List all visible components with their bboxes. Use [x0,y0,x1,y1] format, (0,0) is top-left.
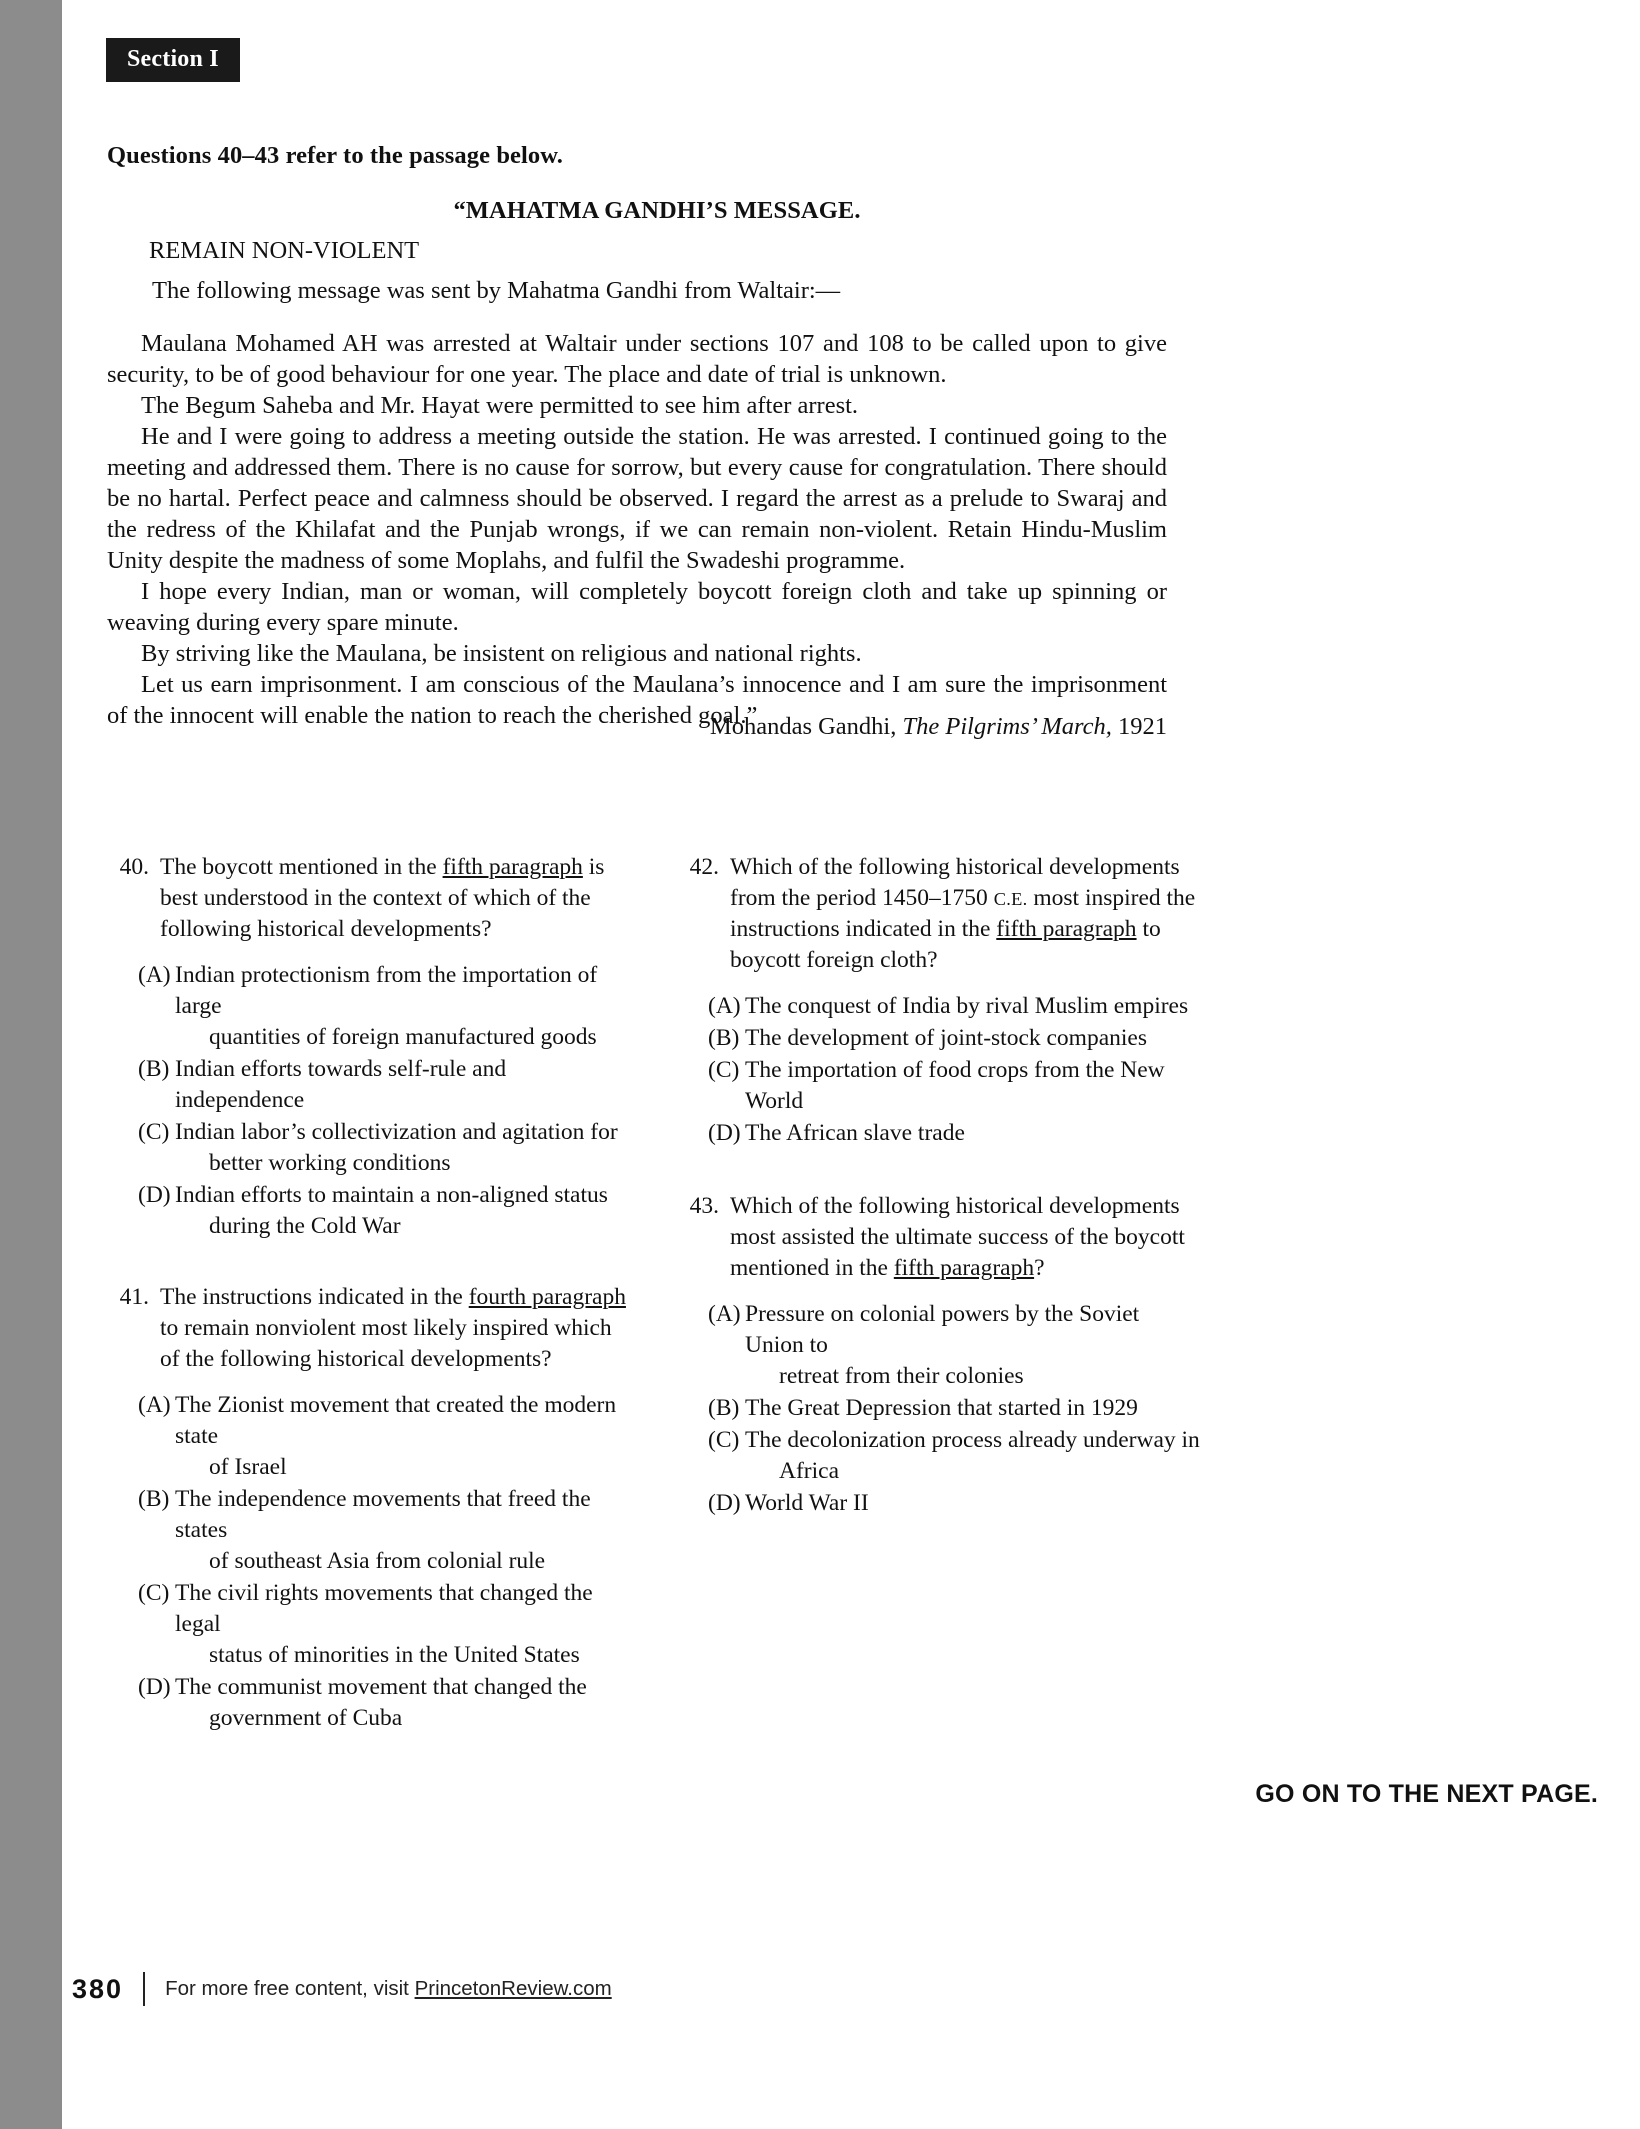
choice-letter: (C) [138,1119,170,1146]
stem-segment: Which of the following historical developments most assisted the ultimate success of the boycott mentioned in the [730,1193,1185,1282]
footer-promo [165,1977,612,2001]
choice-letter: (A) [138,962,171,989]
answer-choice[interactable] [682,1425,1202,1487]
answer-choices [682,1299,1202,1519]
choice-letter: (A) [708,993,741,1020]
choice-line-cont: retreat from their colonies [779,1363,1024,1390]
choice-text [741,1425,1202,1487]
choice-line: The civil rights movements that changed the legal [175,1580,593,1638]
choice-line-cont: quantities of foreign manufactured goods [209,1024,597,1051]
question-number: 42. [689,854,719,880]
answer-choice[interactable] [682,1023,1202,1054]
choice-line-cont: of southeast Asia from colonial rule [209,1548,546,1575]
answer-choice[interactable] [682,1488,1202,1519]
choice-text [741,1488,1202,1519]
question-text [730,1191,1202,1284]
question-42 [682,852,1202,1149]
paragraph-reference-link[interactable]: fifth paragraph [442,854,583,880]
attribution-year: 1921 [1111,713,1167,740]
footer-divider [143,1972,145,2006]
attribution-work-title: The Pilgrims’ March, [902,713,1112,740]
choice-line: The conquest of India by rival Muslim empires [745,993,1189,1020]
question-stem [682,1191,1202,1284]
choice-letter: (C) [708,1427,740,1454]
choice-text [171,1390,632,1483]
choice-letter: (A) [708,1301,741,1328]
passage-paragraph: Maulana Mohamed AH was arrested at Waltair under sections 107 and 108 to be called upon to give security, to be of good behaviour for one year. The place and date of trial is unknown. [107,329,1167,388]
question-number: 43. [689,1193,719,1220]
choice-text [171,1672,632,1734]
choice-line-cont: during the Cold War [209,1213,401,1240]
question-stem [682,852,1202,976]
passage-paragraph: I hope every Indian, man or woman, will completely boycott foreign cloth and take up spinning or weaving during every spare minute. [107,577,1167,636]
answer-choice[interactable] [112,960,632,1053]
answer-choice[interactable] [682,1118,1202,1149]
passage-lead: The following message was sent by Mahatma Gandhi from Waltair:— [152,276,841,304]
answer-choices [112,960,632,1242]
choice-text [741,1118,1202,1149]
choice-line-cont: of Israel [209,1454,287,1481]
question-40 [112,852,632,1242]
answer-choice[interactable] [112,1390,632,1483]
answer-choice[interactable] [682,991,1202,1022]
answer-choice[interactable] [112,1578,632,1671]
choice-line: The Zionist movement that created the modern state [175,1392,617,1450]
stem-segment: The boycott mentioned in the [160,854,443,880]
choice-line: Indian efforts to maintain a non-aligned status [175,1182,608,1209]
choice-letter: (D) [708,1490,741,1517]
choice-line: The communist movement that changed the [175,1674,587,1701]
choice-line: Pressure on colonial powers by the Soviet Union to [745,1301,1140,1359]
choice-text [741,1023,1202,1054]
choice-text [741,1393,1202,1424]
passage-attribution [107,713,1167,741]
princeton-review-link[interactable]: PrincetonReview.com [414,1977,612,2000]
choice-line: The Great Depression that started in 1929 [745,1395,1138,1422]
choice-text [171,960,632,1053]
choice-line: The independence movements that freed the states [175,1486,591,1544]
page-content [62,0,1640,2129]
answer-choice[interactable] [682,1055,1202,1117]
stem-segment: is best understood in the context of which of the following historical developments? [160,854,605,943]
paragraph-reference-link[interactable]: fifth paragraph [996,916,1137,943]
passage-paragraph: Let us earn imprisonment. I am conscious of the Maulana’s innocence and I am sure the imprisonment of the innocent will enable the nation to reach the cherished goal.” [107,670,1167,729]
question-43 [682,1191,1202,1519]
answer-choices [682,991,1202,1149]
choice-letter: (C) [708,1057,740,1084]
passage-title: “MAHATMA GANDHI’S MESSAGE. [453,197,861,224]
answer-choice[interactable] [112,1180,632,1242]
answer-choice[interactable] [112,1484,632,1577]
choice-letter: (C) [138,1580,170,1607]
paragraph-reference-link[interactable]: fourth paragraph [468,1284,626,1311]
choice-line: Indian protectionism from the importation of large [175,962,598,1020]
questions-column-left [112,852,632,1760]
passage-paragraph: By striving like the Maulana, be insistent on religious and national rights. [141,639,862,667]
answer-choice[interactable] [682,1393,1202,1424]
choice-text [741,991,1202,1022]
choice-letter: (D) [138,1182,171,1209]
choice-line: The importation of food crops from the New World [745,1057,1165,1115]
choice-text [741,1299,1202,1392]
stem-segment: The instructions indicated in the [160,1284,469,1311]
choice-line-cont: status of minorities in the United States [209,1642,580,1669]
choice-letter: (D) [138,1674,171,1701]
question-text [160,1282,632,1375]
stem-segment: to remain nonviolent most likely inspired which of the following historical developments? [160,1315,612,1373]
era-abbreviation: C.E. [993,889,1028,910]
passage-block [107,196,1167,732]
choice-text [171,1117,632,1179]
footer-promo-text: For more free content, visit [165,1977,415,2000]
question-stem [112,1282,632,1375]
choice-line-cont: better working conditions [209,1150,451,1177]
stem-segment: to boycott foreign cloth? [730,916,1161,974]
answer-choice[interactable] [682,1299,1202,1392]
question-41 [112,1282,632,1734]
choice-text [171,1578,632,1671]
answer-choice[interactable] [112,1117,632,1179]
question-number: 40. [119,854,149,880]
choice-line: The African slave trade [745,1120,965,1147]
stem-segment: Which of the following historical developments from the period 1450–1750 [730,854,1180,912]
choice-letter: (B) [138,1486,170,1513]
questions-range-heading: Questions 40–43 refer to the passage below. [107,142,563,169]
choice-line: Indian efforts towards self-rule and independence [175,1056,507,1114]
choice-letter: (B) [708,1025,740,1052]
stem-segment: most inspired the instructions indicated in the [730,885,1196,943]
question-text [730,852,1202,976]
choice-line: Indian labor’s collectivization and agitation for [175,1119,618,1146]
answer-choice[interactable] [112,1672,632,1734]
attribution-author: Mohandas Gandhi, [709,713,903,740]
stem-segment: ? [1034,1255,1045,1282]
choice-letter: (D) [708,1120,741,1147]
choice-line: World War II [745,1490,869,1517]
choice-text [741,1055,1202,1117]
passage-paragraph: He and I were going to address a meeting outside the station. He was arrested. I continued going to the meeting and addressed them. There is no cause for sorrow, but every cause for congratulation. There should be no hartal. Perfect peace and calmness should be observed. I regard the arrest as a prelude to Swaraj and the redress of the Khilafat and the Punjab wrongs, if we can remain non-violent. Retain Hindu-Muslim Unity despite the madness of some Moplahs, and fulfil the Swadeshi programme. [107,422,1167,574]
question-stem [112,852,632,945]
go-on-notice: GO ON TO THE NEXT PAGE. [1255,1780,1598,1808]
answer-choice[interactable] [112,1054,632,1116]
choice-letter: (A) [138,1392,171,1419]
choice-text [171,1484,632,1577]
passage-paragraph: The Begum Saheba and Mr. Hayat were permitted to see him after arrest. [141,391,859,419]
choice-text [171,1054,632,1116]
answer-choices [112,1390,632,1734]
page-footer [72,1972,612,2006]
passage-subhead: REMAIN NON-VIOLENT [149,236,420,264]
choice-line-cont: Africa [779,1458,840,1485]
question-text [160,852,632,945]
questions-column-right [682,852,1202,1545]
choice-line: The decolonization process already underway in [745,1427,1200,1454]
choice-letter: (B) [708,1395,740,1422]
choice-letter: (B) [138,1056,170,1083]
paragraph-reference-link[interactable]: fifth paragraph [893,1255,1035,1282]
choice-line-cont: government of Cuba [209,1705,403,1732]
choice-text [171,1180,632,1242]
question-number: 41. [119,1284,149,1311]
section-label: Section I [106,38,240,82]
page-spine-bar [0,0,62,2129]
choice-line: The development of joint-stock companies [745,1025,1148,1052]
page-number: 380 [72,1973,124,2004]
